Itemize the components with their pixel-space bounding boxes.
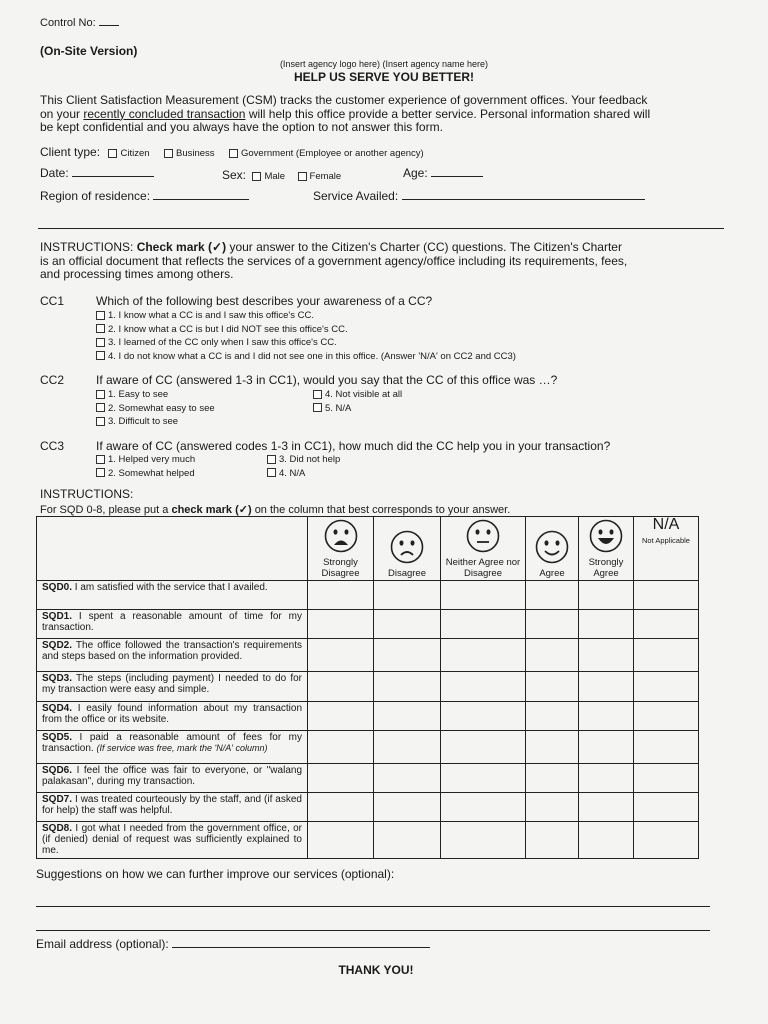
rating-cell[interactable] [526, 702, 579, 731]
sqd-question [37, 702, 308, 731]
date-input[interactable] [72, 176, 154, 177]
sqd-question [37, 731, 308, 764]
rating-cell[interactable] [579, 702, 634, 731]
sqd-code: SQD8. [42, 823, 73, 834]
sqd-code: SQD3. [42, 673, 73, 684]
rating-cell[interactable] [441, 610, 526, 639]
table-row [37, 793, 699, 822]
cc3-option-2[interactable]: 2. Somewhat helped [96, 467, 195, 481]
rating-cell[interactable] [308, 702, 374, 731]
cc2-option-1[interactable]: 1. Easy to see [96, 388, 215, 402]
cc2-option-5[interactable]: 5. N/A [313, 402, 402, 416]
rating-cell[interactable] [579, 822, 634, 859]
suggestions-line-1[interactable] [36, 906, 710, 907]
sqd-rating-table [36, 516, 699, 859]
header-disagree: Disagree [374, 517, 441, 581]
checkbox-icon[interactable] [96, 311, 105, 320]
rating-cell[interactable] [634, 702, 699, 731]
cc3-option-1[interactable]: 1. Helped very much [96, 453, 195, 467]
sqd-text: I was treated courteously by the staff, and (if asked for help) the staff was helpful. [42, 794, 302, 816]
control-no-field[interactable] [99, 25, 119, 26]
version-label: (On-Site Version) [40, 44, 138, 58]
cc2-question: If aware of CC (answered 1-3 in CC1), would you say that the CC of this office was …? [96, 373, 558, 387]
header-neutral: Neither Agree nor Disagree [441, 517, 526, 581]
header-strongly-agree: Strongly Agree [579, 517, 634, 581]
sqd-instructions: For SQD 0-8, please put a check mark (✓) on the column that best corresponds to your answer. [40, 504, 511, 516]
rating-cell[interactable] [526, 764, 579, 793]
sqd-instructions-title: INSTRUCTIONS: [40, 487, 134, 501]
sqd-code: SQD6. [42, 765, 73, 776]
sqd-code: SQD1. [42, 611, 73, 622]
table-row [37, 731, 699, 764]
cc3-options-col2 [267, 453, 340, 480]
sqd-text: The steps (including payment) I needed to do for my transaction were easy and simple. [42, 673, 302, 695]
intro-paragraph: This Client Satisfaction Measurement (CSM) tracks the customer experience of government offices. Your feedback on your recently concluded transaction will help this office provide a better service. Personal information shared will be kept confidential and you always have the option to not answer this form. [40, 93, 651, 134]
service-field: Service Availed: [313, 189, 645, 203]
cc1-option-1[interactable]: 1. I know what a CC is and I saw this office's CC. [96, 309, 516, 323]
cc2-options-col2 [313, 388, 402, 415]
rating-cell[interactable] [634, 672, 699, 702]
sqd-question [37, 822, 308, 859]
page-title: HELP US SERVE YOU BETTER! [293, 70, 475, 84]
rating-cell[interactable] [374, 731, 441, 764]
section-divider [38, 228, 724, 229]
header-strongly-disagree: Strongly Disagree [308, 517, 374, 581]
checkbox-icon[interactable] [267, 468, 276, 477]
very-happy-face-icon [589, 519, 623, 553]
table-row [37, 581, 699, 610]
rating-cell[interactable] [634, 822, 699, 859]
table-row [37, 822, 699, 859]
rating-cell[interactable] [308, 764, 374, 793]
checkbox-icon[interactable] [313, 390, 322, 399]
checkbox-icon[interactable] [96, 324, 105, 333]
rating-cell[interactable] [308, 822, 374, 859]
rating-cell[interactable] [526, 793, 579, 822]
sqd-text: I got what I needed from the government office, or (if denied) denial of request was sufficiently explained to me. [42, 823, 303, 856]
header-not-applicable: N/A Not Applicable [634, 517, 699, 581]
sqd-text: I easily found information about my transaction from the office or its website. [42, 703, 303, 725]
agency-placeholder: (Insert agency logo here) (Insert agency name here) [279, 59, 489, 69]
rating-cell[interactable] [634, 581, 699, 610]
happy-face-icon [535, 530, 569, 564]
rating-cell[interactable] [308, 672, 374, 702]
cc1-option-4[interactable]: 4. I do not know what a CC is and I did not see one in this office. (Answer 'N/A' on CC2 and CC3) [96, 350, 516, 364]
rating-cell[interactable] [526, 581, 579, 610]
rating-cell[interactable] [374, 672, 441, 702]
rating-cell[interactable] [374, 793, 441, 822]
rating-cell[interactable] [441, 702, 526, 731]
sex-female[interactable]: Female [298, 171, 342, 182]
client-type-citizen[interactable]: Citizen [108, 148, 149, 159]
rating-cell[interactable] [441, 822, 526, 859]
checkbox-icon[interactable] [267, 455, 276, 464]
age-input[interactable] [431, 176, 483, 177]
cc1-question: Which of the following best describes your awareness of a CC? [96, 294, 433, 308]
sqd-question [37, 639, 308, 672]
table-row [37, 672, 699, 702]
rating-cell[interactable] [308, 610, 374, 639]
rating-cell[interactable] [374, 581, 441, 610]
sqd-text: The office followed the transaction's requirements and steps based on the information provided. [42, 640, 302, 662]
suggestions-label: Suggestions on how we can further improve our services (optional): [36, 867, 395, 881]
rating-cell[interactable] [526, 610, 579, 639]
sqd-text: I paid a reasonable amount of fees for my transaction. [42, 732, 303, 754]
sqd-question [37, 793, 308, 822]
rating-cell[interactable] [579, 581, 634, 610]
rating-cell[interactable] [308, 639, 374, 672]
table-header-blank [37, 517, 308, 581]
very-sad-face-icon [324, 519, 358, 553]
sqd-code: SQD2. [42, 640, 73, 651]
rating-cell[interactable] [441, 764, 526, 793]
sex-male[interactable]: Male [252, 171, 285, 182]
rating-cell[interactable] [308, 731, 374, 764]
cc3-option-3[interactable]: 3. Did not help [267, 453, 340, 467]
neutral-face-icon [466, 519, 500, 553]
rating-cell[interactable] [579, 764, 634, 793]
rating-cell[interactable] [579, 672, 634, 702]
table-row [37, 764, 699, 793]
header-agree: Agree [526, 517, 579, 581]
cc2-code: CC2 [40, 373, 65, 387]
cc3-options-col1 [96, 453, 195, 480]
control-no: Control No: [40, 17, 119, 29]
rating-cell[interactable] [579, 731, 634, 764]
rating-cell[interactable] [441, 639, 526, 672]
table-row [37, 610, 699, 639]
cc3-question: If aware of CC (answered codes 1-3 in CC1), how much did the CC help you in your transaction? [96, 439, 611, 453]
checkbox-icon[interactable] [96, 403, 105, 412]
sex-field: Sex: Male Female [222, 168, 342, 182]
rating-cell[interactable] [441, 581, 526, 610]
rating-cell[interactable] [374, 702, 441, 731]
rating-cell[interactable] [579, 793, 634, 822]
rating-cell[interactable] [374, 822, 441, 859]
checkbox-icon[interactable] [252, 172, 261, 181]
rating-cell[interactable] [526, 639, 579, 672]
cc-instructions: INSTRUCTIONS: Check mark (✓) your answer to the Citizen's Charter (CC) questions. The Citizen's Charter is an official document that reflects the services of a government agency/office including its requirements, fees, and processing times among others. [40, 240, 628, 281]
sad-face-icon [390, 530, 424, 564]
checkbox-icon[interactable] [298, 172, 307, 181]
sqd-code: SQD5. [42, 732, 73, 743]
checkbox-icon[interactable] [108, 149, 117, 158]
rating-cell[interactable] [308, 793, 374, 822]
region-input[interactable] [153, 199, 249, 200]
checkbox-icon[interactable] [96, 417, 105, 426]
service-input[interactable] [402, 199, 645, 200]
rating-cell[interactable] [634, 610, 699, 639]
rating-cell[interactable] [441, 672, 526, 702]
client-type-row: Client type: Citizen Business Government (Employee or another agency) [40, 145, 424, 159]
rating-cell[interactable] [579, 610, 634, 639]
client-type-business[interactable]: Business [164, 148, 215, 159]
rating-cell[interactable] [634, 793, 699, 822]
date-field: Date: [40, 166, 154, 180]
sqd-question [37, 581, 308, 610]
cc3-code: CC3 [40, 439, 65, 453]
sqd-question [37, 672, 308, 702]
checkbox-icon[interactable] [96, 455, 105, 464]
rating-cell[interactable] [634, 764, 699, 793]
checkbox-icon[interactable] [229, 149, 238, 158]
rating-cell[interactable] [374, 764, 441, 793]
rating-cell[interactable] [308, 581, 374, 610]
rating-cell[interactable] [441, 793, 526, 822]
sqd-code: SQD0. [42, 582, 73, 593]
sqd-note: (If service was free, mark the 'N/A' column) [96, 743, 268, 753]
thank-you: THANK YOU! [338, 963, 414, 977]
table-header-row [37, 517, 699, 581]
rating-cell[interactable] [634, 639, 699, 672]
cc1-option-3[interactable]: 3. I learned of the CC only when I saw this office's CC. [96, 336, 516, 350]
suggestions-line-2[interactable] [36, 930, 710, 931]
rating-cell[interactable] [579, 639, 634, 672]
cc2-option-2[interactable]: 2. Somewhat easy to see [96, 402, 215, 416]
checkbox-icon[interactable] [164, 149, 173, 158]
checkbox-icon[interactable] [313, 403, 322, 412]
sqd-text: I am satisfied with the service that I availed. [74, 582, 268, 593]
region-field: Region of residence: [40, 189, 249, 203]
age-field: Age: [403, 166, 483, 180]
client-type-government[interactable]: Government (Employee or another agency) [229, 148, 424, 159]
email-field: Email address (optional): [36, 937, 430, 951]
rating-cell[interactable] [441, 731, 526, 764]
rating-cell[interactable] [374, 639, 441, 672]
sqd-code: SQD4. [42, 703, 73, 714]
sqd-question [37, 610, 308, 639]
cc3-option-4[interactable]: 4. N/A [267, 467, 340, 481]
checkbox-icon[interactable] [96, 351, 105, 360]
sqd-text: I spent a reasonable amount of time for my transaction. [42, 611, 302, 633]
rating-cell[interactable] [374, 610, 441, 639]
rating-cell[interactable] [634, 731, 699, 764]
cc2-options-col1 [96, 388, 215, 429]
checkbox-icon[interactable] [96, 390, 105, 399]
table-row [37, 639, 699, 672]
email-input[interactable] [172, 947, 430, 948]
cc1-option-2[interactable]: 2. I know what a CC is but I did NOT see this office's CC. [96, 323, 516, 337]
checkbox-icon[interactable] [96, 468, 105, 477]
checkbox-icon[interactable] [96, 338, 105, 347]
sqd-question [37, 764, 308, 793]
rating-cell[interactable] [526, 822, 579, 859]
rating-cell[interactable] [526, 672, 579, 702]
rating-cell[interactable] [526, 731, 579, 764]
sqd-code: SQD7. [42, 794, 73, 805]
cc2-option-3[interactable]: 3. Difficult to see [96, 415, 215, 429]
cc1-options [96, 309, 516, 363]
sqd-text: I feel the office was fair to everyone, or "walang palakasan", during my transaction. [42, 765, 303, 787]
cc1-code: CC1 [40, 294, 65, 308]
cc2-option-4[interactable]: 4. Not visible at all [313, 388, 402, 402]
table-row [37, 702, 699, 731]
